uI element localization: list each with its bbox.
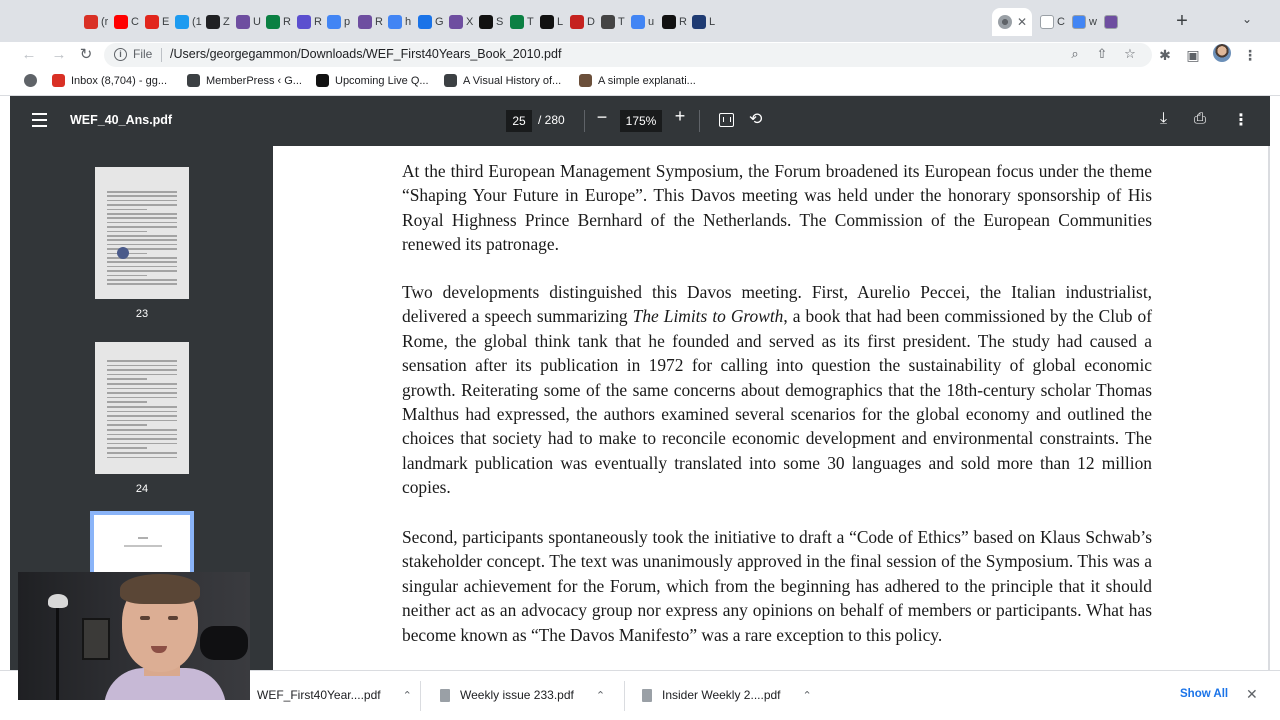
youtube-icon (114, 15, 128, 29)
page-thumbnail-24[interactable] (95, 342, 189, 474)
menu-hamburger-icon[interactable] (32, 113, 47, 127)
pdf-file-icon (642, 689, 652, 702)
browser-tab[interactable] (236, 8, 261, 36)
tab-title: R (375, 16, 383, 28)
browser-tab[interactable] (206, 8, 230, 36)
browser-tab[interactable] (388, 8, 411, 36)
d-icon (570, 15, 584, 29)
browser-toolbar (0, 42, 1280, 68)
reload-icon[interactable]: ↻ (79, 46, 93, 63)
tab-title: D (587, 16, 595, 28)
tab-title: C (1057, 16, 1065, 28)
logo-mark (117, 247, 129, 259)
thumbnail-page-number: 23 (135, 308, 149, 320)
tab-title: R (314, 16, 322, 28)
google-icon (631, 15, 645, 29)
side-panel-icon[interactable]: ▣ (1186, 47, 1200, 63)
nbc-icon (358, 15, 372, 29)
zoom-icon[interactable]: ⌕ (1071, 46, 1079, 61)
tab-search-chevron-icon[interactable]: ⌄ (1242, 12, 1253, 26)
globe-icon (418, 15, 432, 29)
chevron-up-icon[interactable]: ⌃ (802, 689, 812, 702)
site-info-chip[interactable] (114, 47, 152, 61)
tab-title: G (435, 16, 444, 28)
google-icon (327, 15, 341, 29)
zoom-level-input[interactable]: 175% (620, 110, 662, 132)
browser-tab[interactable] (1040, 8, 1065, 36)
tab-strip (0, 0, 1280, 42)
download-icon[interactable]: ⤓ (1160, 110, 1168, 127)
download-item[interactable] (257, 688, 412, 702)
chart-icon (510, 15, 524, 29)
l-icon (692, 15, 706, 29)
bookmark-label: MemberPress ‹ G... (206, 74, 302, 87)
browser-tab[interactable] (84, 8, 108, 36)
bookmark-label: A simple explanati... (598, 74, 696, 87)
twitter-icon (175, 15, 189, 29)
tab-title: L (709, 16, 716, 28)
pdf-file-icon (440, 689, 450, 702)
browser-tab[interactable] (266, 8, 291, 36)
chevron-up-icon[interactable]: ⌃ (595, 689, 606, 702)
r-icon (316, 74, 329, 87)
share-icon[interactable]: ⇧ (1096, 46, 1108, 61)
tab-title: T (527, 16, 534, 28)
close-icon[interactable]: ✕ (1246, 686, 1258, 702)
r-icon (540, 15, 554, 29)
print-icon[interactable]: ⎙ (1194, 110, 1207, 127)
bookmark-item[interactable] (24, 74, 37, 87)
gmail-icon (84, 15, 98, 29)
opera-icon (145, 15, 159, 29)
google-icon (388, 15, 402, 29)
tv-icon (601, 15, 615, 29)
download-item[interactable] (440, 688, 605, 702)
nbc-icon (1104, 15, 1118, 29)
chrome-icon (998, 15, 1012, 29)
divider (161, 48, 162, 62)
url-text[interactable]: /Users/georgegammon/Downloads/WEF_First40Years_Book_2010.pdf (170, 47, 562, 61)
profile-avatar[interactable] (1213, 44, 1231, 62)
io-icon (444, 74, 457, 87)
bookmarks-bar (0, 68, 1280, 96)
chart-icon (266, 15, 280, 29)
wikipedia-icon (1040, 15, 1054, 29)
browser-tab[interactable] (540, 8, 563, 36)
download-filename: WEF_First40Year....pdf (257, 688, 381, 702)
browser-tab[interactable] (601, 8, 625, 36)
browser-tab[interactable] (358, 8, 383, 36)
browser-tab[interactable] (449, 8, 473, 36)
tab-title: C (131, 16, 139, 28)
divider (699, 110, 700, 132)
bookmark-item[interactable] (187, 74, 302, 87)
tab-title: (r (101, 16, 109, 28)
browser-tab[interactable] (692, 8, 715, 36)
forward-arrow-icon[interactable]: → (51, 46, 67, 63)
browser-tab[interactable] (662, 8, 687, 36)
browser-tab-active[interactable] (992, 8, 1032, 36)
fit-to-page-icon[interactable] (719, 113, 734, 127)
bookmark-label: A Visual History of... (463, 74, 562, 87)
rotate-icon[interactable]: ⟲ (749, 111, 763, 128)
chevron-up-icon[interactable]: ⌃ (402, 689, 412, 702)
new-tab-button[interactable]: + (1176, 10, 1188, 32)
tab-title: L (557, 16, 564, 28)
address-bar[interactable] (104, 43, 1152, 67)
tab-title: S (496, 16, 504, 28)
pdf-document-title: WEF_40_Ans.pdf (70, 113, 173, 127)
browser-tab[interactable] (510, 8, 534, 36)
pm-icon (479, 15, 493, 29)
nbc-icon (449, 15, 463, 29)
browser-tab[interactable] (114, 8, 139, 36)
tab-title: R (679, 16, 687, 28)
tab-title: U (253, 16, 261, 28)
back-arrow-icon[interactable]: ← (21, 46, 37, 63)
nbc-icon (236, 15, 250, 29)
paragraph: Second, participants spontaneously took the initiative to draft a “Code of Ethics” based on Klaus Schwab’s stakeholder concept. The text was unanimously approved in the final session of the Symposium. This was a singular achievement for the Forum, which from the beginning has adhered to the principle that it should neither act as an advocacy group nor express any opinions on behalf of members or participants. What has become known as “The Davos Manifesto” was a rare exception to this policy. (402, 527, 1152, 645)
browser-tab[interactable] (297, 8, 322, 36)
app-icon (297, 15, 311, 29)
tab-title: X (466, 16, 474, 28)
book-title: The Limits to Growth (632, 306, 784, 327)
page-thumbnail-23[interactable] (95, 167, 189, 299)
zoom-in-button[interactable]: + (674, 106, 686, 126)
divider (624, 681, 625, 711)
browser-tab[interactable] (145, 8, 169, 36)
download-item[interactable] (642, 688, 812, 702)
thumbnail-page-number: 24 (135, 483, 149, 495)
page-total: / 280 (538, 113, 565, 127)
thumbnail-icon (579, 74, 592, 87)
google-icon (1072, 15, 1086, 29)
bookmark-item[interactable] (444, 74, 561, 87)
divider (420, 681, 421, 711)
more-options-icon[interactable]: ⋮ (1233, 112, 1249, 129)
paragraph (402, 280, 1152, 500)
bookmark-item[interactable] (579, 74, 696, 87)
bookmark-star-icon[interactable]: ☆ (1124, 46, 1136, 61)
extensions-puzzle-icon[interactable]: ✱ (1159, 47, 1171, 63)
file-label: File (133, 47, 153, 61)
memberpress-icon (187, 74, 200, 87)
tab-title: w (1089, 16, 1097, 28)
bookmark-item[interactable] (316, 74, 429, 87)
tab-title: h (405, 16, 412, 28)
tab-title: R (283, 16, 291, 28)
paragraph: At the third European Management Symposium, the Forum broadened its European focus under the theme “Shaping Your Future in Europe”. This Davos meeting was held under the honorary sponsorship of His Royal Highness Prince Bernhard of the Netherlands. The Commission of the European Communities renewed its patronage. (402, 161, 1152, 255)
podcast-icon (206, 15, 220, 29)
pdf-toolbar (10, 96, 1270, 146)
info-icon: i (114, 48, 127, 61)
page-number-input[interactable]: 25 (506, 110, 532, 132)
globe-icon (24, 74, 37, 87)
browser-tab[interactable] (327, 8, 350, 36)
browser-tab[interactable] (1072, 8, 1097, 36)
bookmark-item[interactable] (52, 74, 167, 87)
close-tab-icon[interactable]: ✕ (1017, 15, 1028, 29)
tab-title: p (344, 16, 351, 28)
show-all-downloads-button[interactable]: Show All (1180, 688, 1229, 700)
tab-title: Z (223, 16, 230, 28)
pdf-page (273, 146, 1270, 670)
browser-tab[interactable] (479, 8, 503, 36)
browser-menu-icon[interactable]: ⋮ (1243, 47, 1257, 63)
browser-tab[interactable] (1104, 8, 1121, 36)
download-filename: Weekly issue 233.pdf (460, 688, 574, 702)
gmail-icon (52, 74, 65, 87)
tab-title: E (162, 16, 170, 28)
zoom-out-button[interactable]: − (596, 107, 608, 127)
tab-title: T (618, 16, 625, 28)
tab-title: (1 (192, 16, 202, 28)
paragraph-text: Two developments distinguished this Davos meeting. First, Aurelio Peccei, the Italian industrialist, delivered a speech summarizing (402, 282, 1152, 327)
browser-tab[interactable] (570, 8, 595, 36)
browser-tab[interactable] (175, 8, 202, 36)
paragraph-text: , a book that had been commissioned by the Club of Rome, the global think tank that he founded and served as its first president. The study had caused a sensation after its publication in 1972 for calling into question the sustainability of global economic growth. Reiterating some of the same concerns about demographics that the 18th-century scholar Thomas Malthus had expressed, the authors examined several scenarios for the global economy and outlined the choices that society had to make to reconcile economic development and environmental constraints. The landmark publication was eventually translated into some 30 languages and sold more than 12 million copies. (402, 306, 1153, 498)
divider (584, 110, 585, 132)
tab-title: u (648, 16, 655, 28)
r-icon (662, 15, 676, 29)
browser-tab[interactable] (418, 8, 444, 36)
bookmark-label: Inbox (8,704) - gg... (71, 74, 167, 87)
scrollbar-track[interactable] (1268, 146, 1270, 670)
browser-tab[interactable] (631, 8, 654, 36)
bookmark-label: Upcoming Live Q... (335, 74, 429, 87)
webcam-video (18, 572, 250, 700)
download-filename: Insider Weekly 2....pdf (662, 688, 781, 702)
